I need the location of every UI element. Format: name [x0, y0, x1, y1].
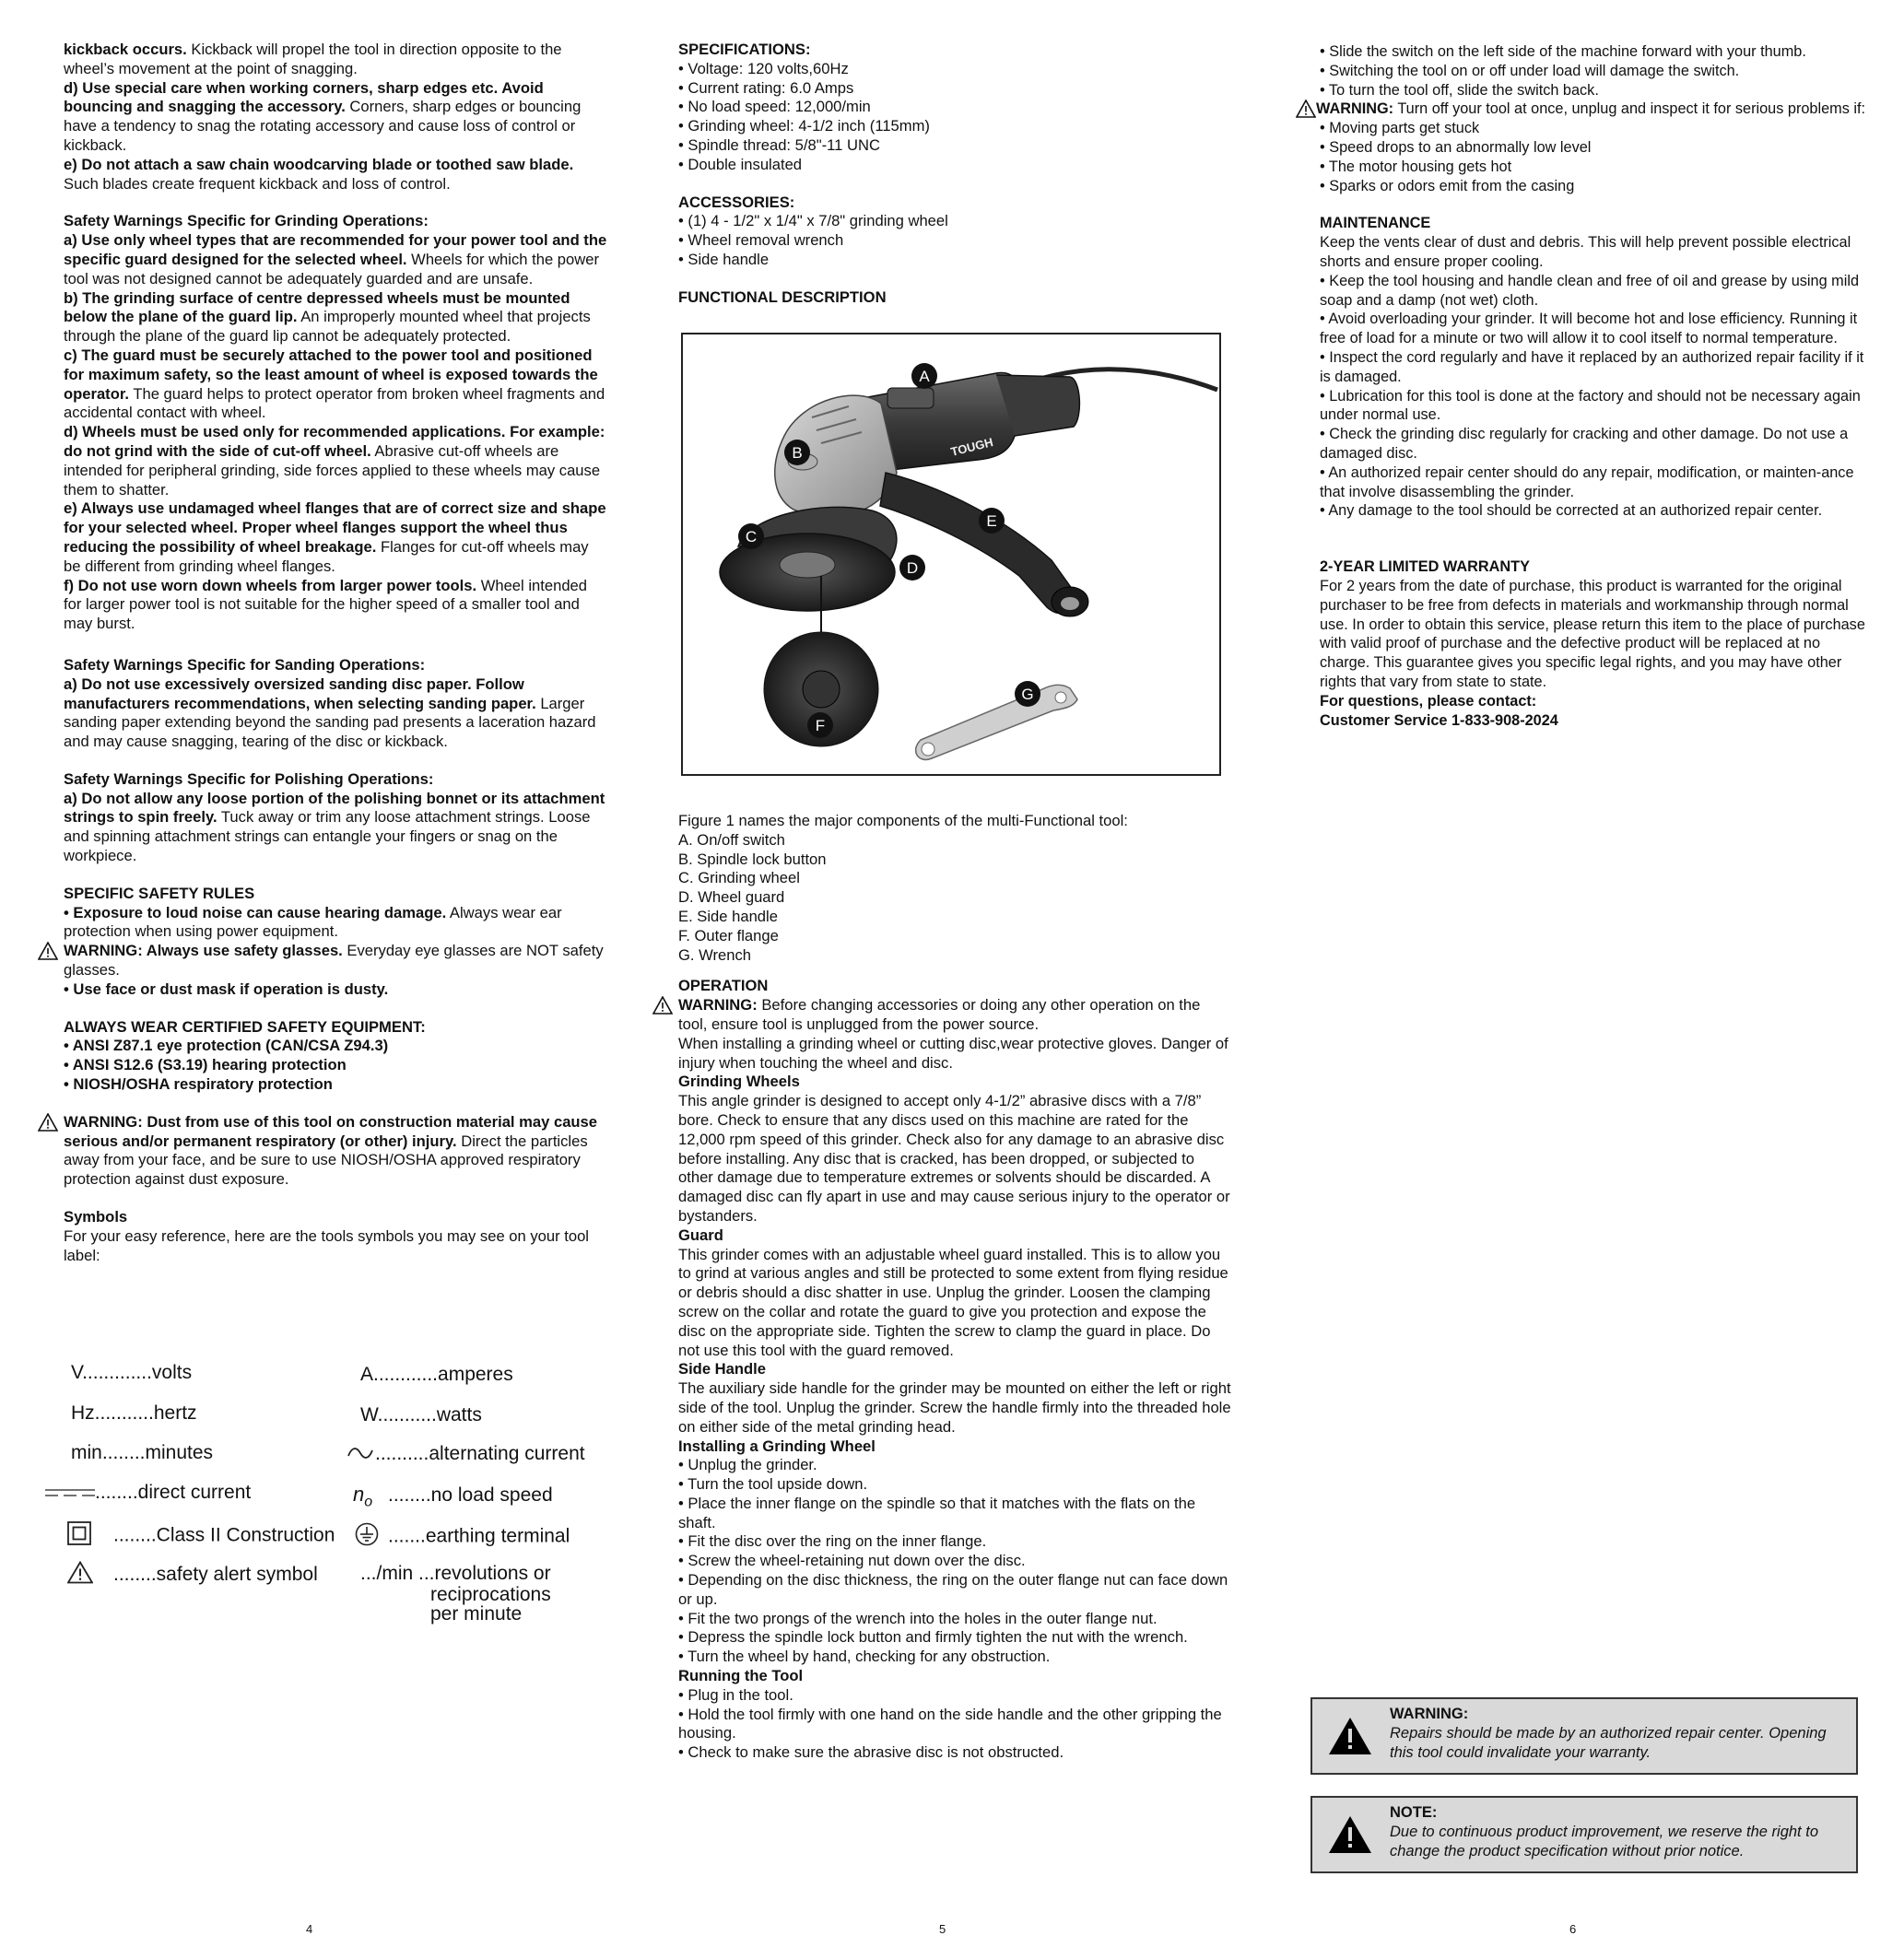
paragraph-saw-chain: e) Do not attach a saw chain woodcarving blade or toothed saw blade. Such blades create frequent kickback and loss of control. — [64, 155, 574, 193]
warning-triangle-icon — [1296, 100, 1316, 118]
dust-warning: WARNING: Dust from use of this tool on construction material may cause serious and/or permanent respiratory (or other) injury. Direct the particles away from your face, and be sure to use NIOSH/OSHA approved respiratory protection against dust exposure. — [64, 1113, 607, 1190]
brand-label: TOUGH — [949, 435, 995, 459]
warning-box-title: WARNING: — [1390, 1706, 1469, 1722]
warning-triangle-icon — [38, 942, 58, 960]
component-c: C. Grinding wheel — [678, 869, 800, 887]
rule-safety-glasses: WARNING: Always use safety glasses. Everyday eye glasses are NOT safety glasses. — [64, 942, 607, 980]
figure-label-f: F — [815, 717, 826, 734]
operation-heading: OPERATION — [678, 977, 769, 995]
page-number: 4 — [306, 1922, 313, 1936]
sanding-a: a) Do not use excessively oversized sanding disc paper. Follow manufacturers recommendations, when selecting sanding paper. Larger sanding paper extending beyond the sanding pad presents a laceration hazard and may cause snagging, tearing of the disc or kickback. — [64, 675, 596, 751]
component-b: B. Spindle lock button — [678, 850, 827, 868]
side-handle-heading: Side Handle — [678, 1360, 766, 1378]
questions-text: For questions, please contact: — [1320, 692, 1537, 710]
symbol-minutes: min........minutes — [71, 1442, 214, 1463]
grinding-d: d) Wheels must be used only for recommended applications. For example: do not grind with the side of cut-off wheel. Abrasive cut-off wheels are intended for peripheral grinding, side forces applied to these wheels may cause them to shatter. — [64, 423, 605, 499]
component-g: G. Wrench — [678, 945, 751, 964]
wrench — [916, 685, 1077, 759]
spec-current: • Current rating: 6.0 Amps — [678, 78, 854, 97]
warning-triangle-icon — [1327, 1814, 1373, 1855]
install-step: • Turn the wheel by hand, checking for any obstruction. — [678, 1648, 1051, 1666]
symbol-safety-alert: ........safety alert symbol — [67, 1561, 318, 1589]
install-step: • Fit the two prongs of the wrench into the holes in the outer flange nut. — [678, 1609, 1158, 1627]
warning-box-text: Repairs should be made by an authorized repair center. Opening this tool could invalidate your warranty. — [1390, 1725, 1827, 1761]
maintenance-intro: Keep the vents clear of dust and debris. This will help prevent possible electrical shorts and ensure proper cooling. — [1320, 234, 1851, 270]
component-d: D. Wheel guard — [678, 888, 785, 907]
warning-triangle-icon — [38, 1113, 58, 1132]
symbol-amperes: A............amperes — [360, 1364, 513, 1385]
dc-icon — [45, 1482, 95, 1504]
spec-thread: • Spindle thread: 5/8"-11 UNC — [678, 135, 880, 154]
product-note-box — [1310, 1796, 1858, 1873]
equipment-heading: ALWAYS WEAR CERTIFIED SAFETY EQUIPMENT: — [64, 1017, 426, 1036]
page-number: 6 — [1569, 1922, 1577, 1936]
grinder-figure — [681, 333, 1221, 776]
accessory-handle: • Side handle — [678, 250, 770, 268]
grinding-e: e) Always use undamaged wheel flanges that are of correct size and shape for your selected wheel. Proper wheel flanges support the wheel thus reducing the possibility of wheel breakage. Flanges for cut-off wheels may be different from grinding wheel flanges. — [64, 499, 606, 575]
warranty-text: For 2 years from the date of purchase, this product is warranted for the original purchaser to be free from defects in materials and workmanship through normal use. In order to obtain this service, please return this item to the place of purchase with valid proof of purchase and the defective product will be replaced at no charge. This guarantee gives you specific legal rights, and you may have other rights that vary from state to state. — [1320, 577, 1865, 690]
warranty-heading: 2-YEAR LIMITED WARRANTY — [1320, 558, 1530, 576]
maintenance-heading: MAINTENANCE — [1320, 215, 1431, 232]
page-6-column — [1316, 42, 1873, 730]
no-load-speed-icon: $n_o$ — [353, 1483, 373, 1510]
problem-item: • Sparks or odors emit from the casing — [1320, 177, 1575, 194]
figure-label-c: C — [745, 528, 758, 545]
angle-grinder-illustration — [683, 334, 1219, 774]
repair-warning-box — [1310, 1697, 1858, 1775]
grinding-heading: Safety Warnings Specific for Grinding Operations: — [64, 212, 429, 230]
guard-text: This grinder comes with an adjustable wheel guard installed. This is to allow you to grind at various angles and still be protected to some extent from flying residue or debris should a disc shatter in use. Unplug the grinder. Loosen the clamping screw on the collar and rotate the guard to give you protection and expose the disc on the appropriate side. Tighten the screw to clamp the guard in place. Do not use this tool with the guard removed. — [678, 1245, 1228, 1359]
grinding-a: a) Use only wheel types that are recommended for your power tool and the specific guard designed for the selected wheel. Wheels for which the power tool was not designed cannot be adequately guarded and are unsafe. — [64, 231, 607, 287]
safety-rules-heading: SPECIFIC SAFETY RULES — [64, 884, 255, 902]
note-box-text: Due to continuous product improvement, we reserve the right to change the product specification without prior notice. — [1390, 1824, 1818, 1859]
figure-label-g: G — [1021, 686, 1034, 703]
page-4-column — [64, 41, 607, 1265]
component-f: F. Outer flange — [678, 926, 779, 944]
symbol-hertz: Hz...........hertz — [71, 1402, 197, 1424]
maintenance-item: • Keep the tool housing and handle clean and free of oil and grease by using mild soap and a damp (not wet) cloth. — [1320, 272, 1859, 309]
grinding-wheels-heading: Grinding Wheels — [678, 1073, 800, 1091]
earth-terminal-icon — [355, 1522, 388, 1552]
note-box-title: NOTE: — [1390, 1804, 1438, 1821]
install-step: • Place the inner flange on the spindle so that it matches with the flats on the shaft. — [678, 1494, 1196, 1531]
safety-alert-icon — [67, 1561, 113, 1589]
paragraph-corners: d) Use special care when working corners, sharp edges etc. Avoid bouncing and snagging the accessory. Corners, sharp edges or bouncing have a tendency to snag the rotating accessory and cause loss of control or kickback. — [64, 78, 582, 154]
problem-item: • Moving parts get stuck — [1320, 120, 1480, 137]
grinding-c: c) The guard must be securely attached to the power tool and positioned for maximum safety, so the least amount of wheel is exposed towards the operator. The guard helps to protect operator from broken wheel fragments and accidental contact with wheel. — [64, 346, 605, 422]
symbol-rpm: .../min ...revolutions or reciprocations per minute — [360, 1563, 551, 1625]
inspect-warning: WARNING: Turn off your tool at once, unplug and inspect it for serious problems if: — [1316, 100, 1873, 119]
polishing-a: a) Do not allow any loose portion of the polishing bonnet or its attachment strings to spin freely. Tuck away or trim any loose attachment strings. Loose and spinning attachment strings can entangle your fingers or snag on the workpiece. — [64, 789, 605, 865]
symbol-earthing-terminal: .......earthing terminal — [355, 1522, 570, 1552]
equipment-hearing: • ANSI S12.6 (S3.19) hearing protection — [64, 1056, 347, 1074]
accessory-wheel: • (1) 4 - 1/2" x 1/4" x 7/8" grinding wheel — [678, 212, 948, 230]
symbol-volts: V.............volts — [71, 1362, 193, 1383]
warning-triangle-icon — [652, 996, 673, 1015]
spec-wheel: • Grinding wheel: 4-1/2 inch (115mm) — [678, 117, 930, 135]
operation-gloves: When installing a grinding wheel or cutting disc,wear protective gloves. Danger of injury when touching the wheel and disc. — [678, 1034, 1228, 1072]
install-step: • Depending on the disc thickness, the ring on the outer flange nut can face down or up. — [678, 1571, 1228, 1608]
install-step: • Fit the disc over the ring on the inner flange. — [678, 1532, 987, 1551]
spec-speed: • No load speed: 12,000/min — [678, 98, 871, 116]
on-off-switch — [887, 388, 934, 408]
install-step: • Unplug the grinder. — [678, 1456, 817, 1474]
spec-voltage: • Voltage: 120 volts,60Hz — [678, 59, 849, 77]
figure-label-e: E — [986, 512, 997, 530]
ac-wave-icon — [347, 1443, 375, 1465]
installing-heading: Installing a Grinding Wheel — [678, 1437, 876, 1455]
warning-triangle-icon — [1327, 1716, 1373, 1756]
symbols-intro: For your easy reference, here are the tools symbols you may see on your tool label: — [64, 1226, 589, 1264]
install-step: • Screw the wheel-retaining nut down over the disc. — [678, 1552, 1026, 1570]
figure-caption: Figure 1 names the major components of the multi-Functional tool: — [678, 812, 1128, 829]
maintenance-item: • Inspect the cord regularly and have it replaced by an authorized repair facility if it is damaged. — [1320, 348, 1864, 385]
component-e: E. Side handle — [678, 907, 778, 925]
equipment-respiratory: • NIOSH/OSHA respiratory protection — [64, 1075, 333, 1094]
equipment-eye: • ANSI Z87.1 eye protection (CAN/CSA Z94.3) — [64, 1037, 389, 1055]
install-step: • Depress the spindle lock button and firmly tighten the nut with the wrench. — [678, 1628, 1188, 1647]
grinding-f: f) Do not use worn down wheels from larger power tools. Wheel intended for larger power tool is not suitable for the higher speed of a smaller tool and may burst. — [64, 576, 588, 633]
run-step: • Hold the tool firmly with one hand on the side handle and the other gripping the housing. — [678, 1705, 1222, 1742]
maintenance-item: • Check the grinding disc regularly for cracking and other damage. Do not use a damaged disc. — [1320, 426, 1849, 462]
symbol-direct-current: ........direct current — [45, 1482, 251, 1504]
figure-label-a: A — [919, 368, 930, 385]
class-two-icon — [67, 1521, 113, 1551]
run-step: • Slide the switch on the left side of the machine forward with your thumb. — [1320, 43, 1806, 60]
side-handle — [880, 473, 1075, 614]
page-5-column — [678, 41, 1231, 308]
rule-dust-mask: • Use face or dust mask if operation is dusty. — [64, 980, 389, 998]
symbol-class-two: ........Class II Construction — [67, 1521, 335, 1551]
page-number: 5 — [939, 1922, 946, 1936]
symbol-watts: W...........watts — [360, 1404, 482, 1425]
sanding-heading: Safety Warnings Specific for Sanding Operations: — [64, 655, 426, 674]
component-a: A. On/off switch — [678, 830, 785, 849]
run-step: • Check to make sure the abrasive disc is not obstructed. — [678, 1743, 1064, 1762]
functional-description-heading: FUNCTIONAL DESCRIPTION — [678, 287, 887, 306]
side-handle-text: The auxiliary side handle for the grinder may be mounted on either the left or right side of the tool. Unplug the grinder. Screw the handle firmly into the threaded hole on either side of the metal grinding head. — [678, 1379, 1231, 1436]
operation-warning: WARNING: Before changing accessories or doing any other operation on the tool, ensure tool is unplugged from the power source. — [678, 996, 1231, 1035]
page-5-column-lower — [678, 812, 1231, 1763]
specifications-heading: SPECIFICATIONS: — [678, 41, 811, 58]
problem-item: • The motor housing gets hot — [1320, 158, 1512, 175]
rule-hearing: • Exposure to loud noise can cause hearing damage. Always wear ear protection when using power equipment. — [64, 903, 562, 941]
maintenance-item: • Avoid overloading your grinder. It will become hot and lose efficiency. Running it free of load for a minute or two will allow it to cool itself to normal temperature. — [1320, 311, 1858, 347]
figure-label-d: D — [906, 559, 919, 577]
figure-label-b: B — [792, 444, 803, 462]
maintenance-item: • Lubrication for this tool is done at the factory and should not be necessary again under normal use. — [1320, 387, 1861, 424]
guard-heading: Guard — [678, 1226, 723, 1244]
run-step: • Switching the tool on or off under load will damage the switch. — [1320, 62, 1740, 79]
paragraph-kickback: kickback occurs. Kickback will propel the tool in direction opposite to the wheel’s movement at the point of snagging. — [64, 41, 562, 77]
maintenance-item: • An authorized repair center should do any repair, modification, or mainten-ance that involve disassembling the grinder. — [1320, 463, 1854, 500]
spec-insulation: • Double insulated — [678, 155, 803, 173]
symbol-alternating-current: ..........alternating current — [347, 1443, 585, 1465]
customer-service: Customer Service 1-833-908-2024 — [1320, 711, 1558, 729]
grinding-b: b) The grinding surface of centre depressed wheels must be mounted below the plane of the guard lip. An improperly mounted wheel that projects through the plane of the guard lip cannot be adequately protected. — [64, 288, 591, 346]
symbols-heading: Symbols — [64, 1208, 128, 1226]
grinding-wheels-text: This angle grinder is designed to accept only 4-1/2” abrasive discs with a 7/8” bore. Check to ensure that any discs used on this machine are rated for the 12,000 rpm speed of this grinder. Check also for any damage to an abrasive disc before installing. Any disc that is cracked, has been dropped, or subjected to other damage due to temperature extremes or solvents should be discarded. A damaged disc can fly apart in use and may cause serious injury to the operator or bystanders. — [678, 1092, 1230, 1225]
accessory-wrench: • Wheel removal wrench — [678, 231, 844, 250]
running-heading: Running the Tool — [678, 1667, 804, 1685]
install-step: • Turn the tool upside down. — [678, 1475, 868, 1494]
accessories-heading: ACCESSORIES: — [678, 193, 795, 211]
run-step: • Plug in the tool. — [678, 1685, 793, 1704]
problem-item: • Speed drops to an abnormally low level — [1320, 138, 1592, 156]
symbol-no-load-speed: $n_o$ ........no load speed — [353, 1483, 553, 1510]
polishing-heading: Safety Warnings Specific for Polishing Operations: — [64, 769, 434, 788]
maintenance-item: • Any damage to the tool should be corrected at an authorized repair center. — [1320, 502, 1823, 520]
run-step: • To turn the tool off, slide the switch back. — [1320, 81, 1599, 99]
